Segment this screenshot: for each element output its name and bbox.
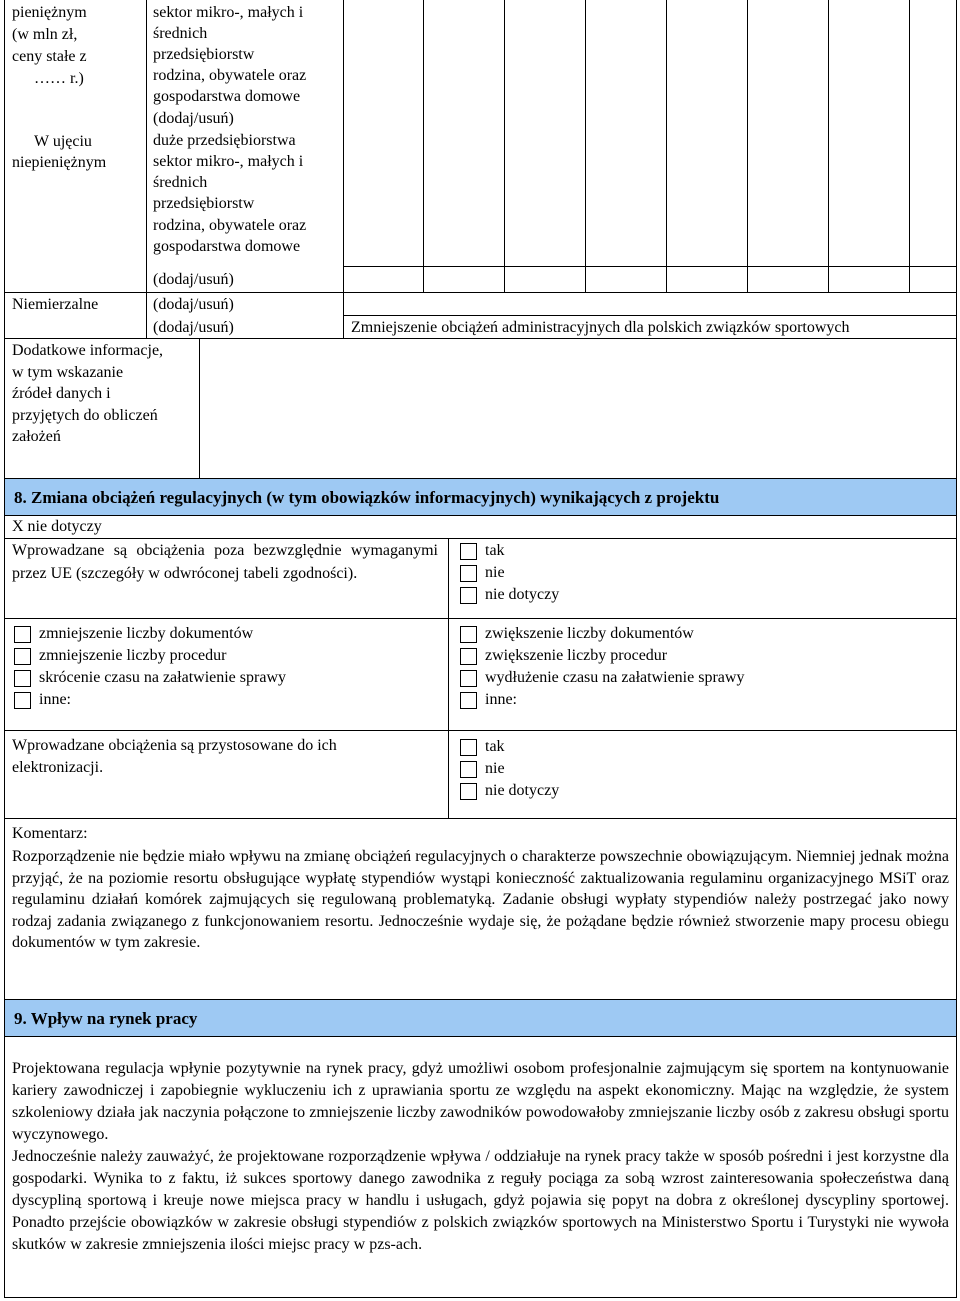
row-divider [4,538,957,539]
w-ujeciu-label: W ujęciu [34,133,92,150]
left-check-time[interactable]: skrócenie czasu na załatwienie sprawy [14,667,286,689]
checkbox[interactable] [14,648,31,665]
section9-title: 9. Wpływ na rynek pracy [14,1009,198,1028]
q2-option-nie-dotyczy[interactable]: nie dotyczy [460,780,559,802]
checkbox[interactable] [460,739,477,756]
impact-row-label: średnich [153,25,208,42]
col-divider-1 [146,0,147,338]
niepienieznym-label: niepieniężnym [12,154,107,171]
row-divider [4,292,957,293]
impact-row-label: sektor mikro-, małych i [153,153,304,170]
row-divider [4,618,957,619]
row-divider [343,315,957,316]
add-remove-link[interactable]: (dodaj/usuń) [153,296,234,313]
left-col-line: (w mln zł, [12,26,78,43]
row-divider [343,266,957,267]
q1-option-nie[interactable]: nie [460,562,505,584]
checkbox[interactable] [460,626,477,643]
niemierzalne-label: Niemierzalne [12,296,99,313]
row-divider [4,1036,957,1037]
value-col-line [747,0,748,292]
checkbox[interactable] [460,587,477,604]
right-check-procedures[interactable]: zwiększenie liczby procedur [460,645,667,667]
q2-text: Wprowadzane obciążenia są przystosowane do ich elektronizacji. [12,737,337,776]
checkbox[interactable] [460,565,477,582]
right-check-docs[interactable]: zwiększenie liczby dokumentów [460,623,694,645]
col-divider-2 [343,0,344,338]
table-border-bottom [4,1297,957,1298]
q1-option-tak[interactable]: tak [460,540,505,562]
rynek-pracy-paragraph-2: Jednocześnie należy zauważyć, że projektowane rozporządzenie wpływa / oddziałuje na rynek pracy także w sposób pośredni i jest korzystne dla gospodarki. Wynika to z faktu, iż sukces sportowy danego zawodnika z reguły pociąga za sobą wzrost zainteresowania społeczeństwa daną dyscypliną sportową i kreuje nowe miejsca pracy w handlu i usługach, gdyż pojawia się popyt na dobra z określonej dyscypliny sportowej. Ponadto przejście obowiązków w zakresie obsługi stypendiów z polskich związków sportowych na Ministerstwo Sportu i Turystyki nie wywoła skutków w zakresie zmniejszenia ilości miejsc pracy w pzs-ach. [12,1148,949,1253]
q1-option-nie-dotyczy[interactable]: nie dotyczy [460,584,559,606]
value-col-line [423,0,424,292]
section8-title: 8. Zmiana obciążeń regulacyjnych (w tym obowiązków informacyjnych) wynikających z projektu [14,488,720,507]
checkbox[interactable] [460,783,477,800]
value-col-line [909,0,910,292]
value-col-line [828,0,829,292]
checkbox[interactable] [14,626,31,643]
impact-row-label: sektor mikro-, małych i [153,4,304,21]
left-check-other[interactable]: inne: [14,689,71,711]
table-border-left [4,0,5,1297]
left-col-line: …… r.) [34,70,84,87]
row-divider [4,818,957,819]
q1-text: Wprowadzane są obciążenia poza bezwzględnie wymaganymi przez UE (szczegóły w odwróconej tabeli zgodności). [12,542,438,582]
rynek-pracy-paragraph-1: Projektowana regulacja wpłynie pozytywnie na rynek pracy, gdyż umożliwi osobom profesjonalnie zajmującym się sportem na kontynuowanie kariery zawodniczej i zapobiegnie wykluczeniu ich z uprawiania sportu ze względu na aspekt ekonomiczny. Mając na względzie, że system szkoleniowy działa jak naczynia połączone to zmniejszenie liczby zawodników powodowałoby zmniejszanie liczby osób z zakresu obsługi sportu wyczynowego. [12,1060,949,1143]
checkbox[interactable] [14,692,31,709]
impact-row-label: średnich [153,174,208,191]
q2-option-tak[interactable]: tak [460,736,505,758]
add-remove-link[interactable]: (dodaj/usuń) [153,319,234,336]
row-divider [4,515,957,516]
impact-row-label: rodzina, obywatele oraz [153,67,307,84]
checkbox[interactable] [460,543,477,560]
checkbox[interactable] [460,761,477,778]
inner-divider [448,538,449,818]
value-col-line [666,0,667,292]
impact-row-label: gospodarstwa domowe [153,88,301,105]
left-col-line: pieniężnym [12,4,87,21]
left-check-procedures[interactable]: zmniejszenie liczby procedur [14,645,226,667]
checkbox[interactable] [14,670,31,687]
impact-row-label: gospodarstwa domowe [153,238,301,255]
impact-row-label: duże przedsiębiorstwa [153,132,296,149]
q2-option-nie[interactable]: nie [460,758,505,780]
impact-row-label: rodzina, obywatele oraz [153,217,307,234]
right-check-time[interactable]: wydłużenie czasu na załatwienie sprawy [460,667,744,689]
value-col-line [585,0,586,292]
left-col-line: ceny stałe z [12,48,87,65]
niemierzalne-value: Zmniejszenie obciążeń administracyjnych dla polskich związków sportowych [351,319,850,336]
impact-row-label: (dodaj/usuń) [153,110,234,127]
dodatkowe-informacje-label: Dodatkowe informacje, w tym wskazanie źródeł danych i przyjętych do obliczeń założeń [12,342,164,445]
komentarz-text: Rozporządzenie nie będzie miało wpływu na zmianę obciążeń regulacyjnych o charakterze powszechnie obowiązującym. Niemniej jednak można przyjąć, że na poziomie resortu obsługujące wypłatę stypendiów wystąpi konieczność zaktualizowania regulaminu organizacyjnego MSiT oraz regulaminu działań komórek zajmujących się regulowaną problematyką. Zadanie obsługi wypłaty stypendiów należy postrzegać jako nowy rodzaj zadania związanego z funkcjonowaniem resortu. Jednocześnie wydaje się, że pożądane będzie również stworzenie mapy procesu obiegu dokumentów w tym zakresie. [12,848,949,952]
checkbox[interactable] [460,670,477,687]
left-check-docs[interactable]: zmniejszenie liczby dokumentów [14,623,253,645]
checkbox[interactable] [460,692,477,709]
impact-row-label: przedsiębiorstw [153,46,255,63]
table-border-right [956,0,957,1297]
impact-row-label: przedsiębiorstw [153,195,255,212]
add-remove-link[interactable]: (dodaj/usuń) [153,271,234,288]
komentarz-label: Komentarz: [12,825,88,842]
value-col-line [504,0,505,292]
dodatkowe-divider [199,338,200,478]
right-check-other[interactable]: inne: [460,689,517,711]
row-divider [4,730,957,731]
nie-dotyczy-line: X nie dotyczy [12,518,102,535]
checkbox[interactable] [460,648,477,665]
